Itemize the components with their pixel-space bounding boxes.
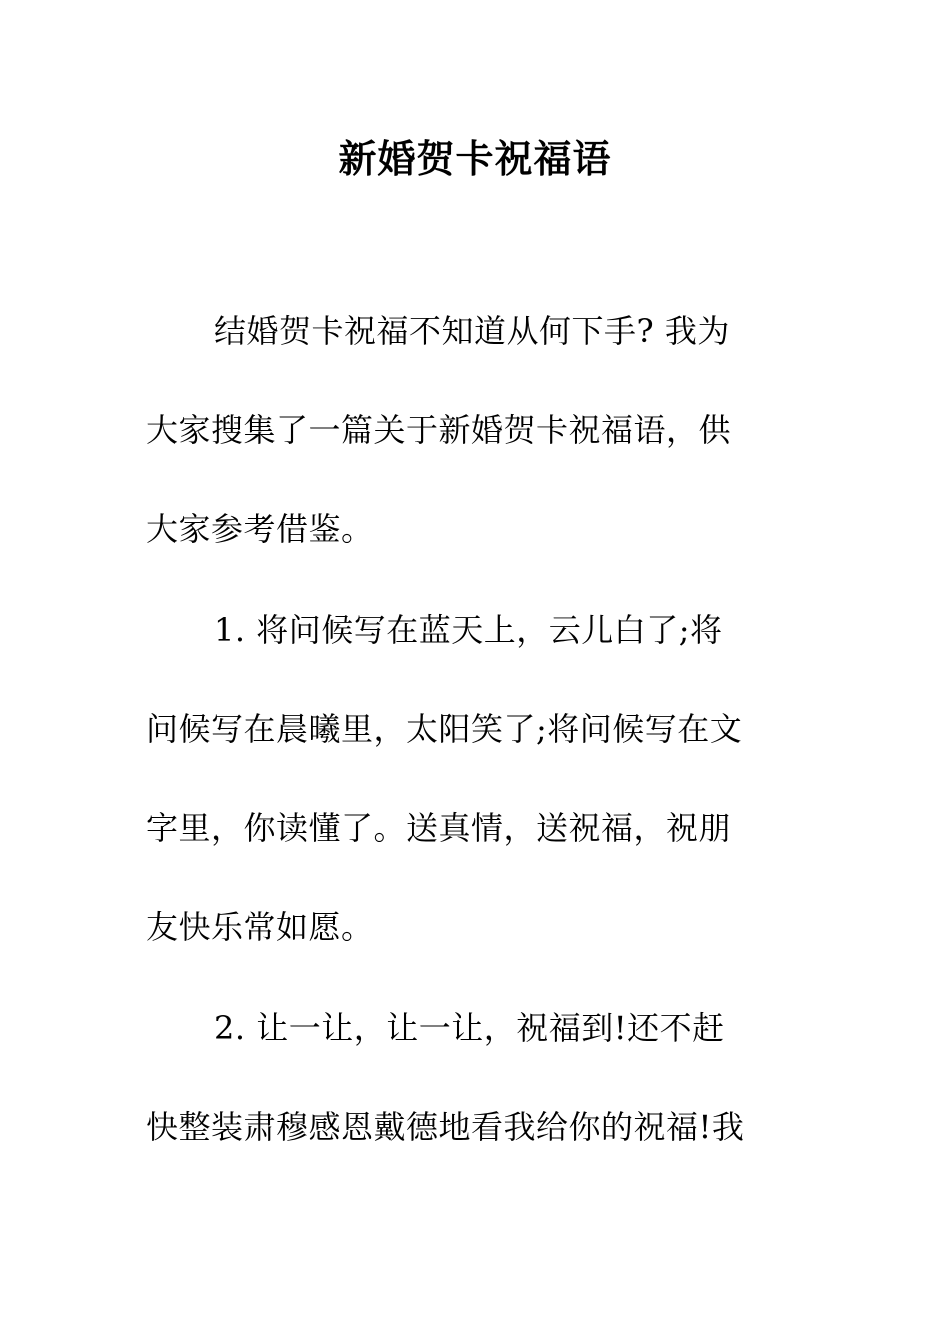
paragraph-line: 2. 让一让，让一让，祝福到!还不赶 bbox=[214, 1009, 725, 1047]
paragraph-line: 大家搜集了一篇关于新婚贺卡祝福语，供 bbox=[146, 411, 732, 449]
paragraph-line: 字里，你读懂了。送真情，送祝福，祝朋 bbox=[146, 809, 732, 847]
paragraph-line: 问候写在晨曦里，太阳笑了;将问候写在文 bbox=[146, 710, 743, 748]
paragraph-line: 结婚贺卡祝福不知道从何下手? 我为 bbox=[214, 312, 730, 350]
paragraph-line: 快整装肃穆感恩戴德地看我给你的祝福!我 bbox=[146, 1108, 745, 1146]
paragraph-line: 1. 将问候写在蓝天上，云儿白了;将 bbox=[214, 611, 723, 649]
paragraph-line: 大家参考借鉴。 bbox=[146, 510, 374, 548]
paragraph-line: 友快乐常如愿。 bbox=[146, 908, 374, 946]
document-title: 新婚贺卡祝福语 bbox=[338, 136, 612, 181]
